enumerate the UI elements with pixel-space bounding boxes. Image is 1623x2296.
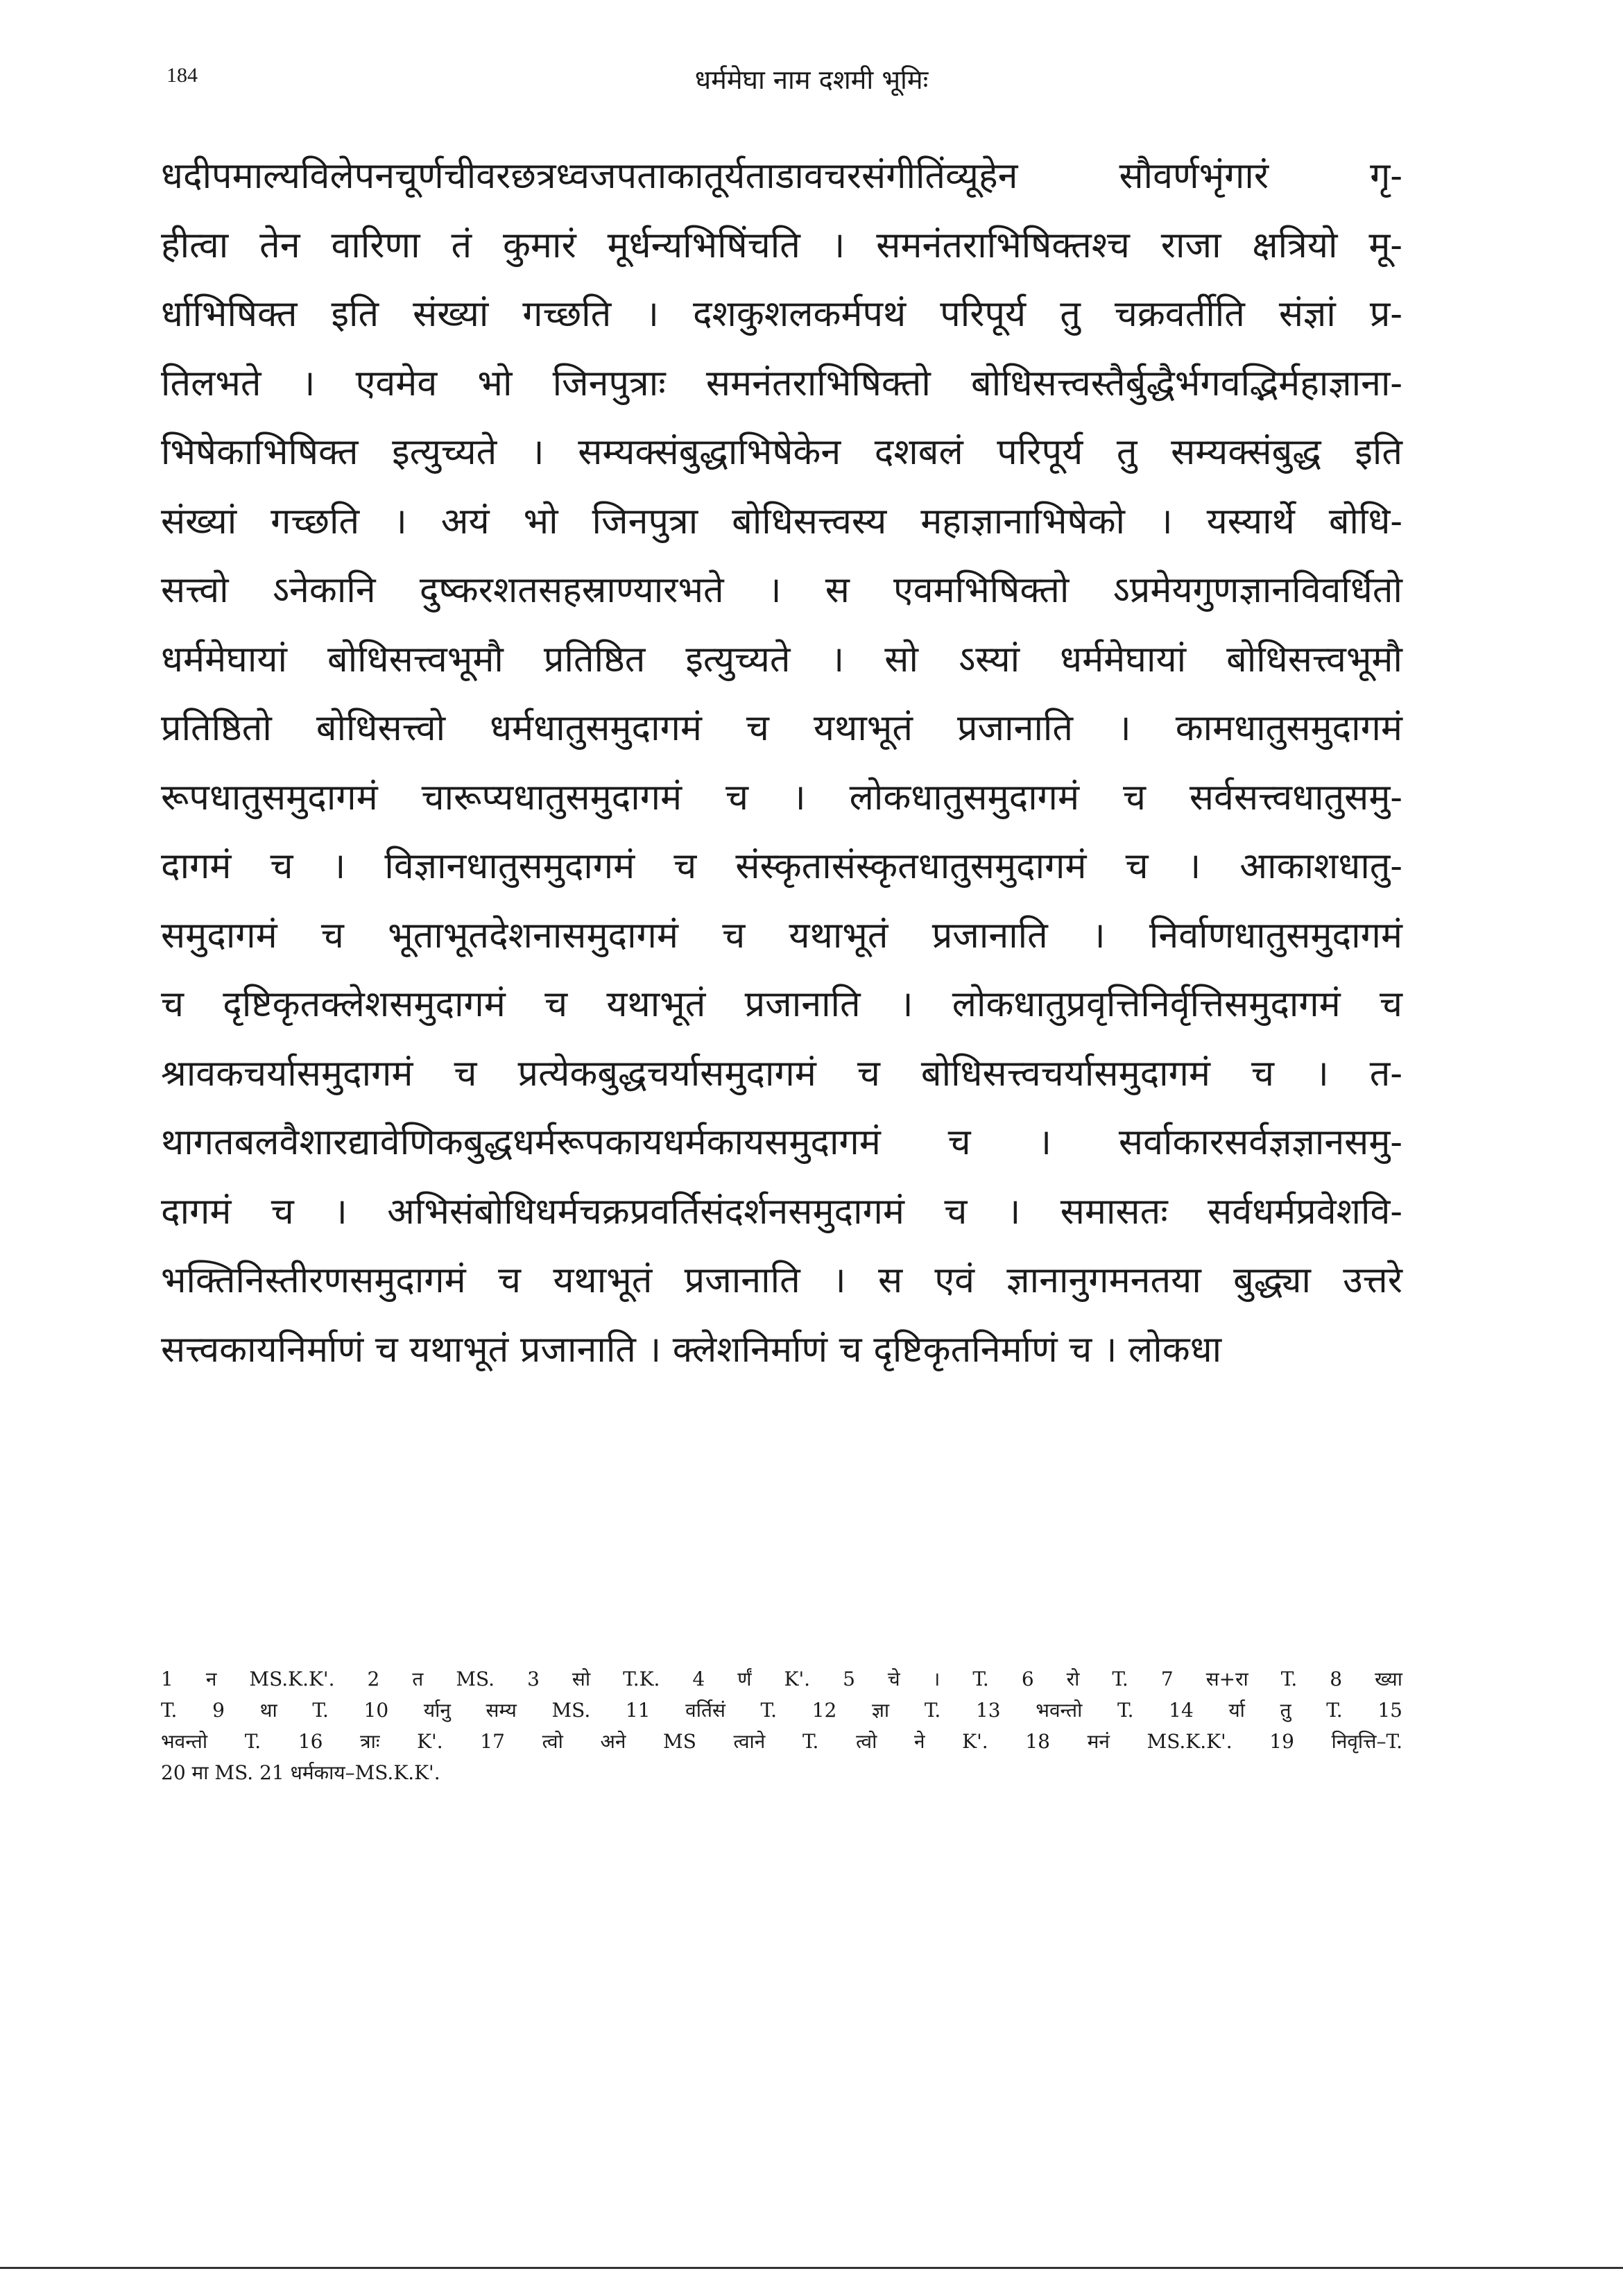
text-line: तिलभते । एवमेव भो जिनपुत्राः समनंतराभिषिक्तो बोधिसत्त्वस्तैर्बुद्धैर्भगवद्भिर्महाज्ञाना- (161, 362, 1402, 404)
footnote-line: भवन्तो T. 16 त्राः K'. 17 त्वो अने MS त्वाने T. त्वो ने K'. 18 मनं MS.K.K'. 19 निवृत्ति–T. (161, 1730, 1402, 1753)
text-line: रूपधातुसमुदागमं चारूप्यधातुसमुदागमं च । लोकधातुसमुदागमं च सर्वसत्त्वधातुसमु- (161, 776, 1402, 819)
text-line: दागमं च । विज्ञानधातुसमुदागमं च संस्कृतासंस्कृतधातुसमुदागमं च । आकाशधातु- (161, 846, 1402, 887)
body-text (161, 142, 1402, 1385)
footnote-line: 20 मा MS. 21 धर्मकाय–MS.K.K'. (161, 1761, 440, 1784)
text-line: दागमं च । अभिसंबोधिधर्मचक्रप्रवर्तिसंदर्शनसमुदागमं च । समासतः सर्वधर्मप्रवेशवि- (161, 1190, 1402, 1233)
text-line: समुदागमं च भूताभूतदेशनासमुदागमं च यथाभूतं प्रजानाति । निर्वाणधातुसमुदागमं (161, 914, 1402, 957)
text-line: प्रतिष्ठितो बोधिसत्त्वो धर्मधातुसमुदागमं च यथाभूतं प्रजानाति । कामधातुसमुदागमं (161, 708, 1402, 749)
footnotes (161, 1663, 1402, 1788)
text-line: सत्त्वकायनिर्माणं च यथाभूतं प्रजानाति । क्लेशनिर्माणं च दृष्टिकृतनिर्माणं च । लोकधा (161, 1328, 1222, 1371)
text-line: संख्यां गच्छति । अयं भो जिनपुत्रा बोधिसत्त्वस्य महाज्ञानाभिषेको । यस्यार्थे बोधि- (161, 500, 1402, 542)
bottom-rule (0, 2267, 1623, 2269)
text-line: भिषेकाभिषिक्त इत्युच्यते । सम्यक्संबुद्धाभिषेकेन दशबलं परिपूर्य तु सम्यक्संबुद्ध इति (161, 431, 1402, 473)
text-line: हीत्वा तेन वारिणा तं कुमारं मूर्धन्यभिषिंचति । समनंतराभिषिक्तश्च राजा क्षत्रियो मू- (161, 224, 1402, 266)
text-line: भक्तिनिस्तीरणसमुदागमं च यथाभूतं प्रजानाति । स एवं ज्ञानानुगमनतया बुद्ध्या उत्तरे (161, 1260, 1402, 1301)
footnote-line: T. 9 था T. 10 र्यानु सम्य MS. 11 वर्तिसं T. 12 ज्ञा T. 13 भवन्तो T. 14 र्या तु T. 15 (161, 1699, 1402, 1722)
text-line: धर्ममेघायां बोधिसत्त्वभूमौ प्रतिष्ठित इत्युच्यते । सो ऽस्यां धर्ममेघायां बोधिसत्त्वभूमौ (161, 638, 1402, 680)
text-line: धदीपमाल्यविलेपनचूर्णचीवरछत्रध्वजपताकातूर्यताडावचरसंगीतिंव्यूहेन सौवर्णभृंगारं गृ- (161, 155, 1402, 197)
text-line: च दृष्टिकृतक्लेशसमुदागमं च यथाभूतं प्रजानाति । लोकधातुप्रवृत्तिनिर्वृत्तिसमुदागमं च (161, 984, 1402, 1025)
text-line: थागतबलवैशारद्यावेणिकबुद्धधर्मरूपकायधर्मकायसमुदागमं च । सर्वाकारसर्वज्ञज्ञानसमु- (161, 1122, 1402, 1163)
text-line: र्धाभिषिक्त इति संख्यां गच्छति । दशकुशलकर्मपथं परिपूर्य तु चक्रवर्तीति संज्ञां प्र- (161, 293, 1402, 335)
text-line: सत्त्वो ऽनेकानि दुष्करशतसहस्राण्यारभते । स एवमभिषिक्तो ऽप्रमेयगुणज्ञानविवर्धितो (161, 569, 1402, 611)
footnote-line: 1 न MS.K.K'. 2 त MS. 3 सो T.K. 4 र्णं K'. 5 चे । T. 6 रो T. 7 स+रा T. 8 ख्या (161, 1668, 1402, 1690)
running-title: धर्ममेघा नाम दशमी भूमिः (694, 65, 929, 95)
page-number: 184 (166, 64, 198, 87)
text-line: श्रावकचर्यासमुदागमं च प्रत्येकबुद्धचर्यासमुदागमं च बोधिसत्त्वचर्यासमुदागमं च । त- (161, 1052, 1402, 1095)
